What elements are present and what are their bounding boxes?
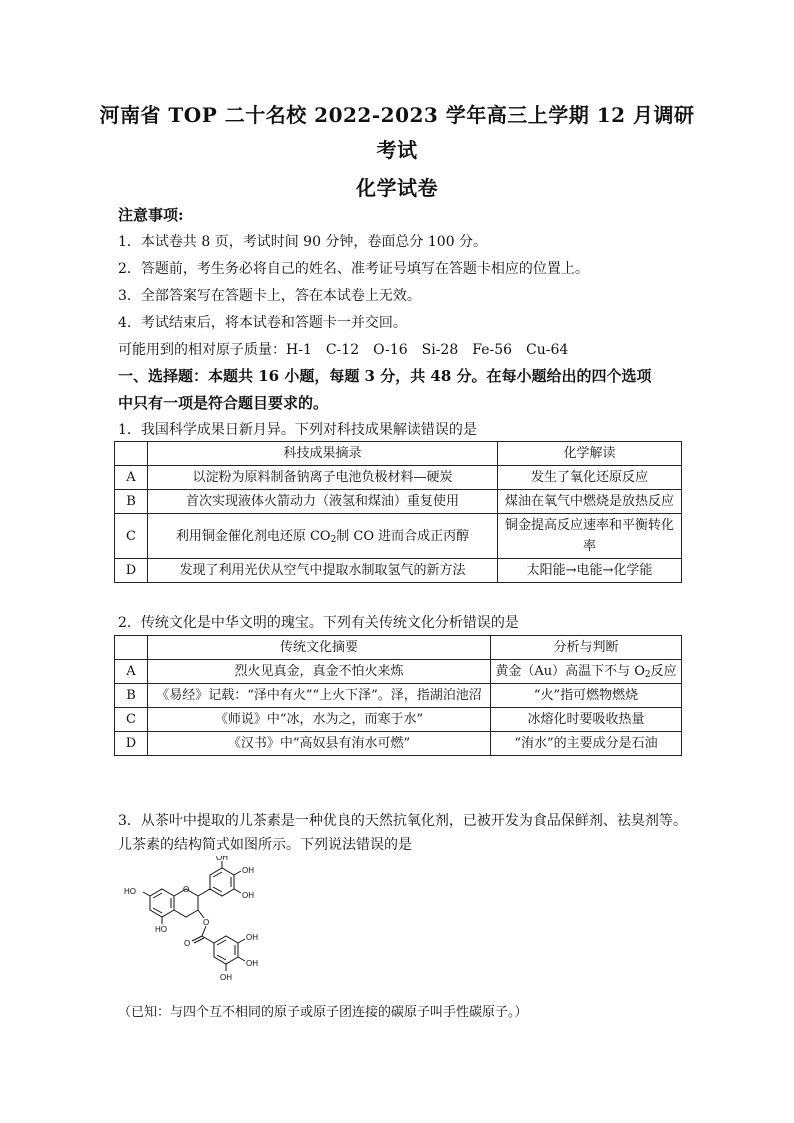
table-row [115,559,682,583]
option-analysis: “洧水”的主要成分是石油 [491,732,682,756]
oh-label: OH [242,866,254,875]
ester-oxygen-label: O [203,918,210,927]
q3-stem-line2: 儿茶素的结构简式如图所示。下列说法错误的是 [118,837,412,853]
option-analysis [491,660,682,684]
formula-text: 黄金（Au）高温下不与 O [495,664,645,679]
option-text: 以淀粉为原料制备钠离子电池负极材料—硬炭 [148,466,498,490]
table-row [115,660,682,684]
notice-item-3: 3．全部答案写在答题卡上，答在本试卷上无效。 [118,288,421,304]
table-header-cell: 科技成果摘录 [148,442,498,466]
section-heading-line2: 中只有一项是符合题目要求的。 [118,394,329,412]
notice-item-4: 4．考试结束后，将本试卷和答题卡一并交回。 [118,315,407,331]
section-heading-line1: 一、选择题：本题共 16 小题，每题 3 分，共 48 分。在每小题给出的四个选项 [118,367,652,385]
bond [234,871,241,875]
table-header-cell: 化学解读 [498,442,682,466]
option-key: C [115,708,148,732]
table-row [115,684,682,708]
molecule-bonds [143,861,245,971]
ho-label: HO [124,887,136,896]
q2-table [114,635,682,756]
table-row [115,708,682,732]
molecule-labels [124,856,258,982]
q1-stem: 1．我国科学成果日新月异。下列对科技成果解读错误的是 [118,422,477,438]
notice-item-1: 1．本试卷共 8 页，考试时间 90 分钟，卷面总分 100 分。 [118,234,488,250]
carbonyl-oxygen-label: O [184,939,191,948]
exam-title-line2: 考试 [376,138,418,162]
oh-label: OH [246,959,258,968]
ring-b-link [198,868,234,896]
table-header-cell: 分析与判断 [491,636,682,660]
subject-title: 化学试卷 [356,176,438,200]
exam-title-line1: 河南省 TOP 二十名校 2022-2023 学年高三上学期 12 月调研 [99,103,695,127]
option-text: 《汉书》中“高奴县有洧水可燃” [148,732,491,756]
ho-label: HO [155,925,167,934]
option-text: 《易经》记载：“泽中有火”“上火下泽”。泽，指湖泊池沼 [148,684,491,708]
table-header-row [115,442,682,466]
oh-label: OH [246,933,258,942]
catechin-structure-diagram [120,856,300,986]
formula-text: 反应 [650,664,677,679]
bond [238,939,245,943]
option-key: A [115,466,148,490]
option-key: B [115,684,148,708]
option-text: 发现了利用光伏从空气中提取水制取氢气的新方法 [148,559,498,583]
q2-stem: 2．传统文化是中华文明的瑰宝。下列有关传统文化分析错误的是 [118,615,519,631]
bond [202,926,206,936]
option-analysis: 铜金提高反应速率和平衡转化率 [498,514,682,559]
atomic-masses: 可能用到的相对原子质量：H-1 C-12 O-16 Si-28 Fe-56 Cu-64 [118,342,569,358]
bond [202,936,214,943]
option-text: 烈火见真金，真金不怕火来炼 [148,660,491,684]
table-header-cell [115,442,148,466]
bond [234,889,241,893]
bond [238,957,245,961]
table-row [115,490,682,514]
option-key: D [115,559,148,583]
table-row [115,514,682,559]
bond [143,892,150,896]
option-analysis: “火”指可燃物燃烧 [491,684,682,708]
option-analysis: 煤油在氧气中燃烧是放热反应 [498,490,682,514]
option-text [148,514,498,559]
option-key: A [115,660,148,684]
ring-oxygen-label: O [183,885,190,894]
oh-label: OH [242,891,254,900]
oh-label: OH [216,856,228,862]
table-row [115,732,682,756]
table-row [115,466,682,490]
q1-table [114,441,682,583]
bond [198,910,204,918]
subscript: 2 [644,670,651,680]
table-header-cell: 传统文化摘要 [148,636,491,660]
notice-heading: 注意事项: [118,206,184,224]
option-text: 首次实现液体火箭动力（液氢和煤油）重复使用 [148,490,498,514]
option-key: B [115,490,148,514]
option-key: C [115,514,148,559]
option-analysis: 太阳能→电能→化学能 [498,559,682,583]
option-analysis: 发生了氧化还原反应 [498,466,682,490]
subscript: 2 [330,534,337,545]
formula-text: 利用铜金催化剂电还原 CO [175,528,331,544]
notice-item-2: 2．答题前，考生务必将自己的姓名、准考证号填写在答题卡相应的位置上。 [118,261,589,277]
option-analysis: 冰熔化时要吸收热量 [491,708,682,732]
option-text: 《师说》中“冰，水为之，而寒于水” [148,708,491,732]
q3-note: （已知：与四个互不相同的原子或原子团连接的碳原子叫手性碳原子。） [118,1005,528,1020]
option-key: D [115,732,148,756]
table-header-cell [115,636,148,660]
formula-text: 制 CO 进而合成正丙醇 [336,528,470,544]
q3-stem-line1: 3．从茶叶中提取的儿茶素是一种优良的天然抗氧化剂，已被开发为食品保鲜剂、祛臭剂等。 [118,813,687,829]
table-header-row [115,636,682,660]
oh-label: OH [220,973,232,982]
